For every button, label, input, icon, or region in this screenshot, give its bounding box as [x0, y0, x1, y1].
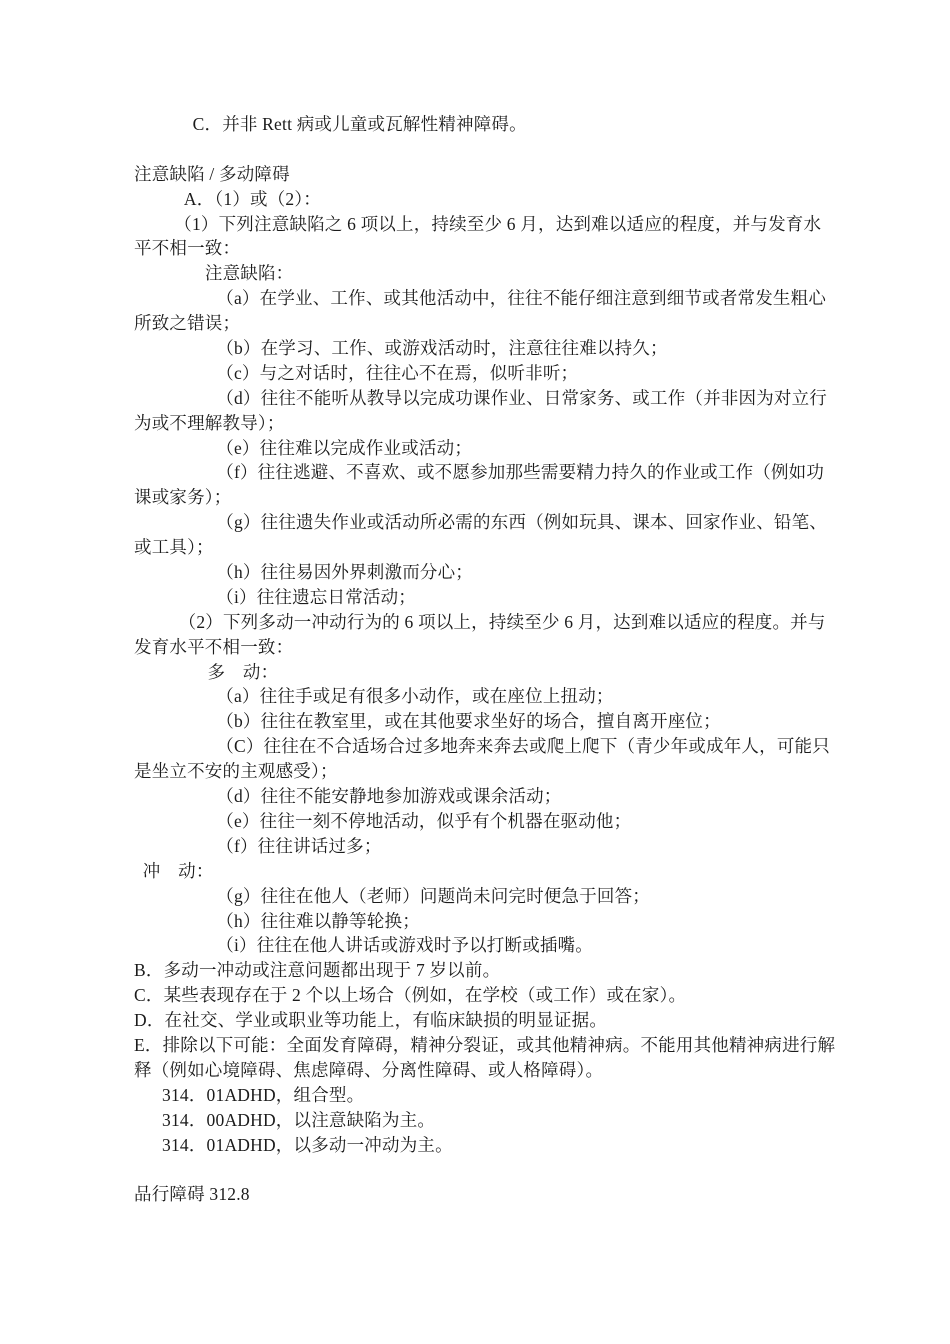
criterion-d: D．在社交、学业或职业等功能上，有临床缺损的明显证据。	[134, 1010, 608, 1031]
inattention-item-f-cont: 课或家务）；	[134, 487, 232, 508]
inattention-item-c: （c）与之对话时，往往心不在焉，似听非听；	[216, 362, 579, 383]
code-314-01-combined: 314．01ADHD，组合型。	[162, 1084, 365, 1105]
inattention-item-b: （b）在学习、工作、或游戏活动时，注意往往难以持久；	[216, 338, 668, 359]
hyperactivity-item-f: （f）往往讲话过多；	[216, 835, 382, 856]
criterion-e-cont: 释（例如心境障碍、焦虑障碍、分离性障碍、或人格障碍）。	[134, 1059, 604, 1080]
inattention-item-i: （i）往往遗忘日常活动；	[216, 586, 417, 607]
subheading-hyperactivity: 多 动：	[207, 661, 279, 682]
inattention-item-d-cont: 为或不理解教导）；	[134, 412, 285, 433]
criterion-a1: （1）下列注意缺陷之 6 项以上，持续至少 6 月，达到难以适应的程度，并与发育水	[174, 213, 822, 234]
hyperactivity-item-c-cont: 是坐立不安的主观感受）；	[134, 761, 338, 782]
inattention-item-a-cont: 所致之错误；	[134, 313, 241, 334]
impulsivity-item-g: （g）往往在他人（老师）问题尚未问完时便急于回答；	[216, 885, 650, 906]
criterion-a: A．（1）或（2）：	[183, 188, 322, 209]
subheading-inattention: 注意缺陷：	[204, 263, 294, 284]
inattention-item-g-cont: 或工具）；	[134, 537, 214, 558]
section-heading-adhd: 注意缺陷 / 多动障碍	[134, 163, 290, 184]
inattention-item-e: （e）往往难以完成作业或活动；	[216, 437, 473, 458]
inattention-item-g: （g）往往遗失作业或活动所必需的东西（例如玩具、课本、回家作业、铅笔、	[216, 512, 827, 533]
blank-line	[134, 1157, 835, 1182]
hyperactivity-item-b: （b）往往在教室里，或在其他要求坐好的场合，擅自离开座位；	[216, 711, 721, 732]
code-314-00-inattentive: 314．00ADHD，以注意缺陷为主。	[162, 1109, 436, 1130]
blank-line	[134, 137, 835, 162]
inattention-item-h: （h）往往易因外界刺激而分心；	[216, 562, 473, 583]
criterion-b: B．多动一冲动或注意问题都出现于 7 岁以前。	[134, 960, 501, 981]
hyperactivity-item-e: （e）往往一刻不停地活动，似乎有个机器在驱动他；	[216, 810, 632, 831]
criterion-a1-cont: 平不相一致：	[134, 238, 241, 259]
criterion-e: E．排除以下可能：全面发育障碍，精神分裂证，或其他精神病。不能用其他精神病进行解	[134, 1034, 836, 1055]
section-heading-conduct-disorder: 品行障碍 312.8	[134, 1184, 250, 1205]
criterion-a2-cont: 发育水平不相一致：	[134, 636, 294, 657]
impulsivity-item-h: （h）往往难以静等轮换；	[216, 910, 420, 931]
criterion-c: C．某些表现存在于 2 个以上场合（例如，在学校（或工作）或在家）。	[134, 985, 687, 1006]
hyperactivity-item-d: （d）往往不能安静地参加游戏或课余活动；	[216, 786, 562, 807]
inattention-item-a: （a）在学业、工作、或其他活动中，往往不能仔细注意到细节或者常发生粗心	[216, 288, 827, 309]
inattention-item-d: （d）往往不能听从教导以完成功课作业、日常家务、或工作（并非因为对立行	[216, 387, 827, 408]
code-314-01-hyperactive-impulsive: 314．01ADHD，以多动一冲动为主。	[162, 1134, 453, 1155]
hyperactivity-item-a: （a）往往手或足有很多小动作，或在座位上扭动；	[216, 686, 614, 707]
criterion-c-rett-exclusion: C．并非 Rett 病或儿童或瓦解性精神障碍。	[192, 114, 527, 134]
criterion-a2: （2）下列多动一冲动行为的 6 项以上，持续至少 6 月，达到难以适应的程度。并与	[178, 611, 826, 632]
subheading-impulsivity: 冲 动：	[142, 860, 214, 881]
document-text-block	[134, 112, 835, 1207]
impulsivity-item-i: （i）往往在他人讲话或游戏时予以打断或插嘴。	[216, 935, 594, 956]
inattention-item-f: （f）往往逃避、不喜欢、或不愿参加那些需要精力持久的作业或工作（例如功	[216, 462, 825, 483]
hyperactivity-item-c: （C）往往在不合适场合过多地奔来奔去或爬上爬下（青少年或成年人，可能只	[216, 736, 830, 757]
